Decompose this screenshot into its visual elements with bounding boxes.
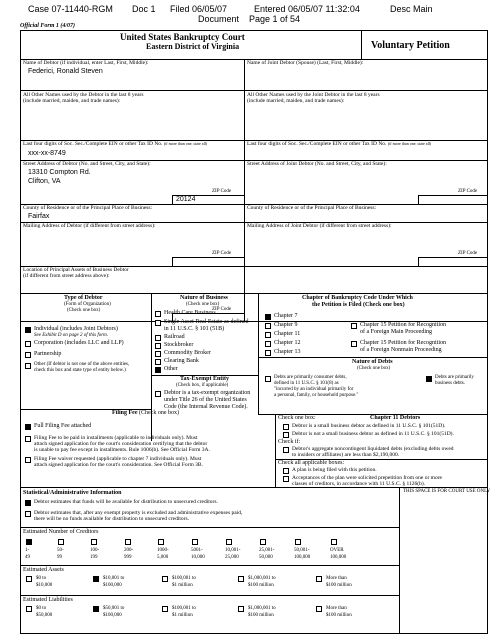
chapter-9-label: Chapter 9 [274,322,298,328]
joint-other-names-label: All Other Names used by the Joint Debtor in the last 8 years [247,92,380,98]
filing-header [28,4,488,24]
full-fee-label: Full Filing Fee attached [34,423,92,429]
joint-mailing-label: Mailing Address of Joint Debtor (if different from street address): [247,223,392,229]
type-debtor-sub2: (Check one box) [67,308,101,313]
plan-filed-checkbox[interactable] [283,468,289,474]
small-business-label: Debtor is a small business debtor as defined in 11 U.S.C. § 101(51D). [292,423,446,429]
creditors-options [20,536,399,566]
assets-option-label: $1,000,001 to [248,576,276,581]
filed-date: Filed 06/05/07 [170,4,228,14]
installments-checkbox[interactable] [25,436,31,442]
assets-option-label: $100 million [326,583,352,588]
creditors-option-label: 99 [57,555,62,560]
consumer-debts-label3: "incurred by an individual primarily for [274,387,354,392]
assets-label: Estimated Assets [23,567,64,573]
assets-option-label: More than [326,576,347,581]
mailing-label: Mailing Address of Debtor (if different from street address): [23,223,156,229]
chapter-title2: the Petition is Filed (Check one box) [312,302,405,308]
waiver-checkbox[interactable] [25,457,31,463]
health-care-label: Health Care Business [164,310,216,316]
assets-option-label: $10,000 [36,583,53,588]
creditors-option-checkbox[interactable] [58,539,64,545]
commodity-checkbox[interactable] [155,351,161,357]
full-fee-checkbox[interactable] [25,424,31,430]
ch11-check-all: Check all applicable boxes: [278,460,345,466]
joint-zip-label: ZIP Code [458,189,478,194]
joint-name-label: Name of Joint Debtor (Spouse) (Last, First, Middle): [247,60,364,66]
creditors-option-label: 50,000 [259,555,273,560]
railroad-checkbox[interactable] [155,335,161,341]
ch11-check-if: Check if: [278,439,301,445]
other-entity-checkbox[interactable] [25,363,31,369]
tax-exempt-line2: under Title 26 of the United States [164,397,247,403]
petition-type: Voluntary Petition [371,40,450,51]
other-names-sub: (include married, maiden, and trade names): [23,98,121,104]
other-entity-label2: check this box and state type of entity below.) [34,368,126,373]
creditors-option-label: 1000- [157,548,169,553]
county-label: County of Residence or of the Principal Place of Business: [23,205,153,211]
small-business-checkbox[interactable] [283,424,289,430]
no-funds-label: Debtor estimates that, after any exempt property is excluded and administrative expenses paid, [34,510,243,516]
case-number: Case 07-11440-RGM [28,4,113,14]
plan-filed-label: A plan is being filed with this petition. [292,467,377,473]
clearing-bank-checkbox[interactable] [155,359,161,365]
creditors-option-checkbox[interactable] [91,539,97,545]
liabilities-label: Estimated Liabilities [23,597,73,603]
type-debtor-sub1: (Form of Organization) [64,302,111,307]
business-debts-checkbox[interactable] [426,376,432,382]
acceptances-label: Acceptances of the plan were solicited prepetition from one or more [292,475,442,481]
creditors-option-label: 999 [124,555,132,560]
chapter-13-checkbox[interactable] [265,350,271,356]
assets-option-checkbox[interactable] [93,576,99,582]
assets-option-checkbox[interactable] [238,576,244,582]
creditors-option-checkbox[interactable] [260,539,266,545]
creditors-option-checkbox[interactable] [158,539,164,545]
chapter-title: Chapter of Bankruptcy Code Under Which [302,295,413,301]
desc-main: Desc Main [390,4,433,14]
acceptances-checkbox[interactable] [283,476,289,482]
creditors-option-label: 25,001- [259,548,275,553]
single-asset-label2: in 11 U.S.C. § 101 (51B) [164,326,225,332]
consumer-debts-label2: defined in 11 U.S.C. § 101(8) as [274,381,339,386]
tax-exempt-line3: Code (the Internal Revenue Code). [164,404,248,410]
creditors-option-label: OVER [330,548,344,553]
creditors-option-label: 50,001- [294,548,310,553]
consumer-debts-checkbox[interactable] [265,376,271,382]
liabilities-option-label: $50,001 to [103,606,125,611]
liabilities-option-label: $1 million [172,613,193,618]
liabilities-option-label: $100,001 to [172,606,196,611]
business-debts-label2: business debts. [435,381,465,386]
filing-fee-title: Filing Fee (Check one box) [112,410,179,416]
creditors-option-label: 50- [57,548,64,553]
creditors-option-checkbox[interactable] [26,539,32,545]
mail-zip-label: ZIP Code [212,251,232,256]
individual-checkbox[interactable] [25,327,31,333]
loc-zip-label: ZIP Code [212,307,232,312]
single-asset-label: Single Asset Real Estate as defined [164,319,249,325]
nature-debts-title: Nature of Debts [352,359,393,365]
waiver-line1: Filing Fee waiver requested (applicable to chapter 7 individuals only). Must [34,456,202,462]
creditors-option-label: 1- [25,548,30,553]
official-form-label: Official Form 1 (4/07) [20,23,76,29]
joint-county-label: County of Residence or of the Principal Place of Business: [247,205,377,211]
assets-option-label: $10,001 to [103,576,125,581]
creditors-option-label: 10,001- [225,548,241,553]
liabilities-option-checkbox[interactable] [316,606,322,612]
chapter-15-main-label2: of a Foreign Main Proceeding [360,329,432,335]
location-sub: (if different from street address above): [23,273,110,279]
document-label: Document [198,14,240,24]
liabilities-option-label: $100,000 [103,613,122,618]
chapter-12-label: Chapter 12 [274,340,301,346]
ssn-label: Last four digits of Soc. Sec./Complete EIN or other Tax ID No. (if more than one, state all) [23,141,208,147]
entered-date: Entered 06/05/07 11:32:04 [254,4,360,14]
chapter-9-checkbox[interactable] [265,323,271,329]
creditors-option-checkbox[interactable] [192,539,198,545]
creditors-option-label: 199 [90,555,98,560]
liabilities-option-label: $100 million [248,613,274,618]
county-value: Fairfax [28,213,50,220]
installments-line2: attach signed application for the court's consideration certifying that the debtor [34,441,208,447]
debtor-name: Federici, Ronald Steven [28,68,103,75]
creditors-option-label: 100- [90,548,100,553]
creditors-option-label: 100,000 [294,555,311,560]
installments-line3: is unable to pay fee except in installments. Rule 1006(b). See Official Form 3A. [34,447,210,453]
court-title: United States Bankruptcy Court [120,32,245,42]
doc-number: Doc 1 [132,4,156,14]
other-entity-label: Other (If debtor is not one of the above entities, [34,362,130,367]
statistical-title: Statistical/Administrative Information [23,490,122,496]
chapter-15-main-checkbox[interactable] [351,323,357,329]
chapter-7-checkbox[interactable] [265,314,271,320]
tax-exempt-title: Tax-Exempt Entity [180,376,229,382]
joint-street-label: Street Address of Joint Debtor (No. and Street, City, and State): [247,161,387,167]
no-funds-checkbox[interactable] [25,511,31,517]
creditors-option-label: 25,000 [225,555,239,560]
tax-exempt-checkbox[interactable] [155,391,161,397]
corporation-label: Corporation (includes LLC and LLP) [34,340,124,346]
assets-options [20,574,399,596]
consumer-debts-label: Debts are primarily consumer debts, [274,375,347,380]
ch11-title: Chapter 11 Debtors [370,415,421,421]
assets-option-checkbox[interactable] [26,576,32,582]
joint-mail-zip-label: ZIP Code [458,251,478,256]
creditors-option-label: 49 [25,555,30,560]
creditors-option-label: 10,000 [191,555,205,560]
page-number: Page 1 of 54 [249,14,301,24]
installments-line1: Filing Fee to be paid in installments (applicable to individuals only). Must [34,435,198,441]
chapter-7-label: Chapter 7 [274,313,298,319]
assets-option-label: $100,001 to [172,576,196,581]
ch11-check-one: Check one box: [278,415,316,421]
zip-label: ZIP Code [212,189,232,194]
corporation-checkbox[interactable] [25,341,31,347]
nature-business-title: Nature of Business [180,295,228,301]
liabilities-option-label: More than [326,606,347,611]
aggregate-debts-checkbox[interactable] [283,447,289,453]
commodity-label: Commodity Broker [164,350,211,356]
acceptances-label2: classes of creditors, in accordance with 11 U.S.C. § 1126(b). [292,481,426,487]
chapter-15-nonmain-label: Chapter 15 Petition for Recognition [360,340,446,346]
debtor-name-label: Name of Debtor (if individual, enter Last, First, Middle): [23,60,149,66]
assets-option-label: $1 million [172,583,193,588]
stockbroker-label: Stockbroker [164,342,194,348]
location-label: Location of Principal Assets of Business Debtor [23,267,129,273]
assets-option-label: $100,000 [103,583,122,588]
nature-debts-sub: (Check one box) [357,366,391,371]
liabilities-option-checkbox[interactable] [93,606,99,612]
street-line1: 13310 Compton Rd. [28,169,91,176]
assets-option-checkbox[interactable] [162,576,168,582]
stockbroker-checkbox[interactable] [155,343,161,349]
liabilities-options [20,604,399,630]
tax-exempt-line1: Debtor is a tax-exempt organization [164,390,251,396]
assets-option-label: $0 to [36,576,47,581]
single-asset-checkbox[interactable] [155,320,161,326]
aggregate-debts-label: Debtor's aggregate noncontingent liquidated debts (excluding debts owed [292,446,454,452]
chapter-15-nonmain-checkbox[interactable] [351,341,357,347]
funds-available-checkbox[interactable] [25,500,31,506]
creditors-option-label: 200- [124,548,134,553]
creditors-option-label: 5,000 [157,555,169,560]
tax-exempt-sub: (Check box, if applicable) [176,383,229,388]
individual-label: Individual (includes Joint Debtors) [34,326,118,332]
joint-ssn-label: Last four digits of Soc. Sec./Complete EIN or other Tax ID No. (if more than one, state all) [247,141,432,147]
creditors-option-checkbox[interactable] [125,539,131,545]
chapter-15-nonmain-label2: of a Foreign Nonmain Proceeding [360,347,442,353]
railroad-label: Railroad [164,334,185,340]
joint-other-names-sub: (include married, maiden, and trade names): [247,98,345,104]
chapter-12-checkbox[interactable] [265,341,271,347]
chapter-15-main-label: Chapter 15 Petition for Recognition [360,322,446,328]
creditors-option-label: 5001- [191,548,203,553]
liabilities-option-checkbox[interactable] [162,606,168,612]
liabilities-option-checkbox[interactable] [238,606,244,612]
no-funds-label2: there will be no funds available for distribution to unsecured creditors. [34,516,190,522]
street-label: Street Address of Debtor (No. and Street, City, and State): [23,161,151,167]
other-business-checkbox[interactable] [155,367,161,373]
health-care-checkbox[interactable] [155,311,161,317]
assets-option-label: $100 million [248,583,274,588]
type-debtor-title: Type of Debtor [64,295,103,301]
liabilities-option-checkbox[interactable] [26,606,32,612]
district-title: Eastern District of Virginia [146,42,240,51]
waiver-line2: attach signed application for the court's consideration. See Official Form 3B. [34,462,203,468]
liabilities-option-label: $100 million [326,613,352,618]
other-business-label: Other [164,366,178,372]
aggregate-debts-label2: to insiders or affiliates) are less than $2,190,000. [292,452,400,458]
creditors-option-label: 100,000 [330,555,347,560]
street-line2: Clifton, VA [28,178,61,185]
creditors-option-checkbox[interactable] [295,539,301,545]
exhibit-d-note: See Exhibit D on page 2 of this form. [34,333,109,338]
court-use-only: THIS SPACE IS FOR COURT USE ONLY [403,489,491,494]
creditors-option-checkbox[interactable] [226,539,232,545]
creditors-label: Estimated Number of Creditors [23,529,99,535]
not-small-business-label: Debtor is not a small business debtor as defined in 11 U.S.C. § 101(51D). [292,431,454,437]
zip-value: 20124 [176,196,196,203]
ssn-value: xxx-xx-8749 [28,150,66,157]
assets-option-checkbox[interactable] [316,576,322,582]
partnership-checkbox[interactable] [25,352,31,358]
funds-available-label: Debtor estimates that funds will be available for distribution to unsecured creditors. [34,499,218,505]
partnership-label: Partnership [34,351,62,357]
clearing-bank-label: Clearing Bank [164,358,199,364]
liabilities-option-label: $1,000,001 to [248,606,276,611]
consumer-debts-label4: a personal, family, or household purpose." [274,393,359,398]
not-small-business-checkbox[interactable] [283,432,289,438]
liabilities-option-label: $0 to [36,606,47,611]
nature-business-sub: (Check one box) [186,302,220,307]
other-names-label: All Other Names used by the Debtor in the last 8 years [23,92,144,98]
creditors-option-checkbox[interactable] [331,539,337,545]
liabilities-option-label: $50,000 [36,613,53,618]
business-debts-label: Debts are primarily [435,375,474,380]
chapter-13-label: Chapter 13 [274,349,301,355]
chapter-11-checkbox[interactable] [265,332,271,338]
chapter-11-label: Chapter 11 [274,331,301,337]
